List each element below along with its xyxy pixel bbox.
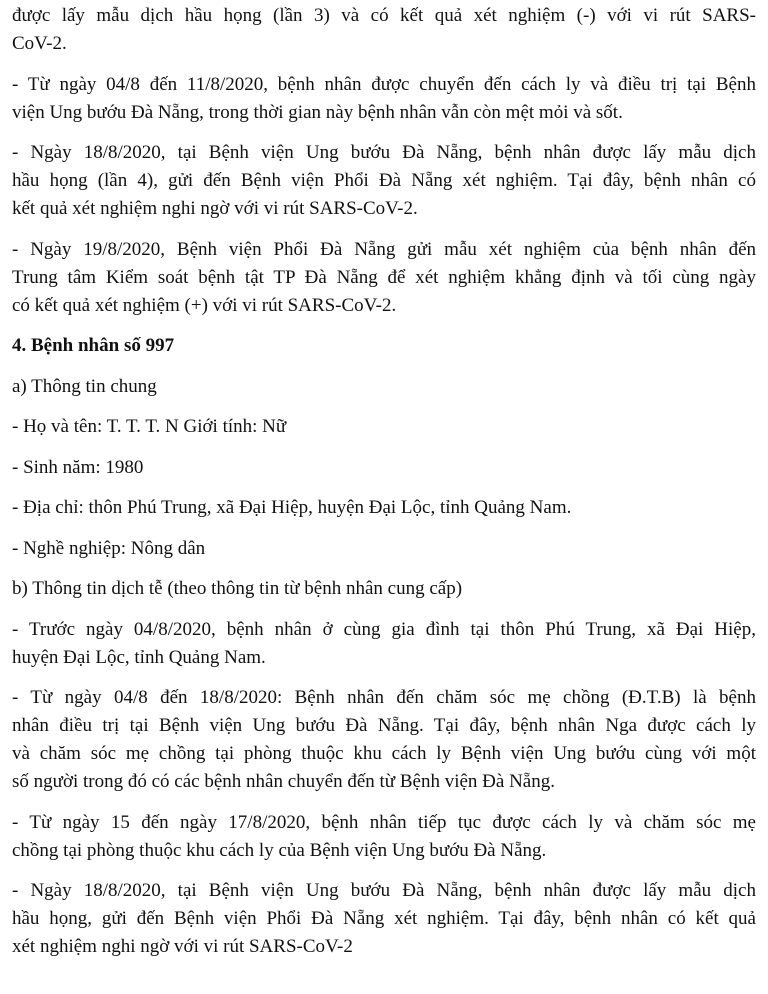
text-line: kết quả xét nghiệm nghi ngờ với vi rút SARS-CoV-2. <box>12 198 418 219</box>
text-line: và chăm sóc mẹ chồng tại phòng thuộc khu cách ly Bệnh viện Ung bướu cùng với một <box>12 743 756 764</box>
text-line: - Ngày 18/8/2020, tại Bệnh viện Ung bướu Đà Nẵng, bệnh nhân được lấy mẫu dịch <box>12 880 756 901</box>
text-line: - Từ ngày 04/8 đến 11/8/2020, bệnh nhân được chuyển đến cách ly và điều trị tại Bệnh <box>12 73 756 95</box>
text-line: - Sinh năm: 1980 <box>12 456 144 478</box>
text-line: - Ngày 19/8/2020, Bệnh viện Phổi Đà Nẵng gửi mẫu xét nghiệm của bệnh nhân đến <box>12 238 756 260</box>
text-line: hầu họng (lần 4), gửi đến Bệnh viện Phổi Đà Nẵng xét nghiệm. Tại đây, bệnh nhân có <box>12 170 756 191</box>
paragraph <box>12 494 756 522</box>
paragraph <box>12 684 756 796</box>
text-line: hầu họng, gửi đến Bệnh viện Phổi Đà Nẵng xét nghiệm. Tại đây, bệnh nhân có kết quả <box>12 908 756 929</box>
paragraph <box>12 2 756 58</box>
paragraph <box>12 454 756 482</box>
text-line: - Họ và tên: T. T. T. N Giới tính: Nữ <box>12 416 287 437</box>
text-line: huyện Đại Lộc, tỉnh Quảng Nam. <box>12 646 266 668</box>
text-line: - Từ ngày 15 đến ngày 17/8/2020, bệnh nhân tiếp tục được cách ly và chăm sóc mẹ <box>12 811 756 833</box>
document-page <box>12 2 756 974</box>
section-heading <box>12 332 756 360</box>
paragraph <box>12 809 756 865</box>
text-line: - Nghề nghiệp: Nông dân <box>12 537 206 559</box>
text-line: - Ngày 18/8/2020, tại Bệnh viện Ung bướu Đà Nẵng, bệnh nhân được lấy mẫu dịch <box>12 142 756 163</box>
paragraph <box>12 535 756 563</box>
text-line: được lấy mẫu dịch hầu họng (lần 3) và có kết quả xét nghiệm (-) với vi rút SARS- <box>12 5 756 26</box>
paragraph <box>12 877 756 961</box>
paragraph <box>12 575 756 603</box>
text-line: chồng tại phòng thuộc khu cách ly của Bệnh viện Ung bướu Đà Nẵng. <box>12 839 547 861</box>
paragraph <box>12 413 756 441</box>
text-line: - Địa chỉ: thôn Phú Trung, xã Đại Hiệp, huyện Đại Lộc, tỉnh Quảng Nam. <box>12 497 572 518</box>
paragraph <box>12 139 756 223</box>
paragraph <box>12 616 756 672</box>
text-line: - Từ ngày 04/8 đến 18/8/2020: Bệnh nhân đến chăm sóc mẹ chồng (Đ.T.B) là bệnh <box>12 687 756 708</box>
paragraph <box>12 373 756 401</box>
paragraph <box>12 71 756 127</box>
text-line: Trung tâm Kiểm soát bệnh tật TP Đà Nẵng để xét nghiệm khẳng định và tối cùng ngày <box>12 266 756 288</box>
text-line: b) Thông tin dịch tễ (theo thông tin từ bệnh nhân cung cấp) <box>12 578 463 599</box>
text-line: a) Thông tin chung <box>12 375 157 397</box>
text-line: viện Ung bướu Đà Nẵng, trong thời gian này bệnh nhân vẫn còn mệt mỏi và sốt. <box>12 101 623 123</box>
text-line: số người trong đó có các bệnh nhân chuyển đến từ Bệnh viện Đà Nẵng. <box>12 771 555 792</box>
paragraph <box>12 236 756 320</box>
text-line: có kết quả xét nghiệm (+) với vi rút SARS-CoV-2. <box>12 294 397 316</box>
text-line: 4. Bệnh nhân số 997 <box>12 335 175 356</box>
text-line: - Trước ngày 04/8/2020, bệnh nhân ở cùng gia đình tại thôn Phú Trung, xã Đại Hiệp, <box>12 618 756 640</box>
text-line: nhân điều trị tại Bệnh viện Ung bướu Đà Nẵng. Tại đây, bệnh nhân Nga được cách ly <box>12 715 756 736</box>
text-line: xét nghiệm nghi ngờ với vi rút SARS-CoV-2 <box>12 936 353 957</box>
text-line: CoV-2. <box>12 33 67 54</box>
